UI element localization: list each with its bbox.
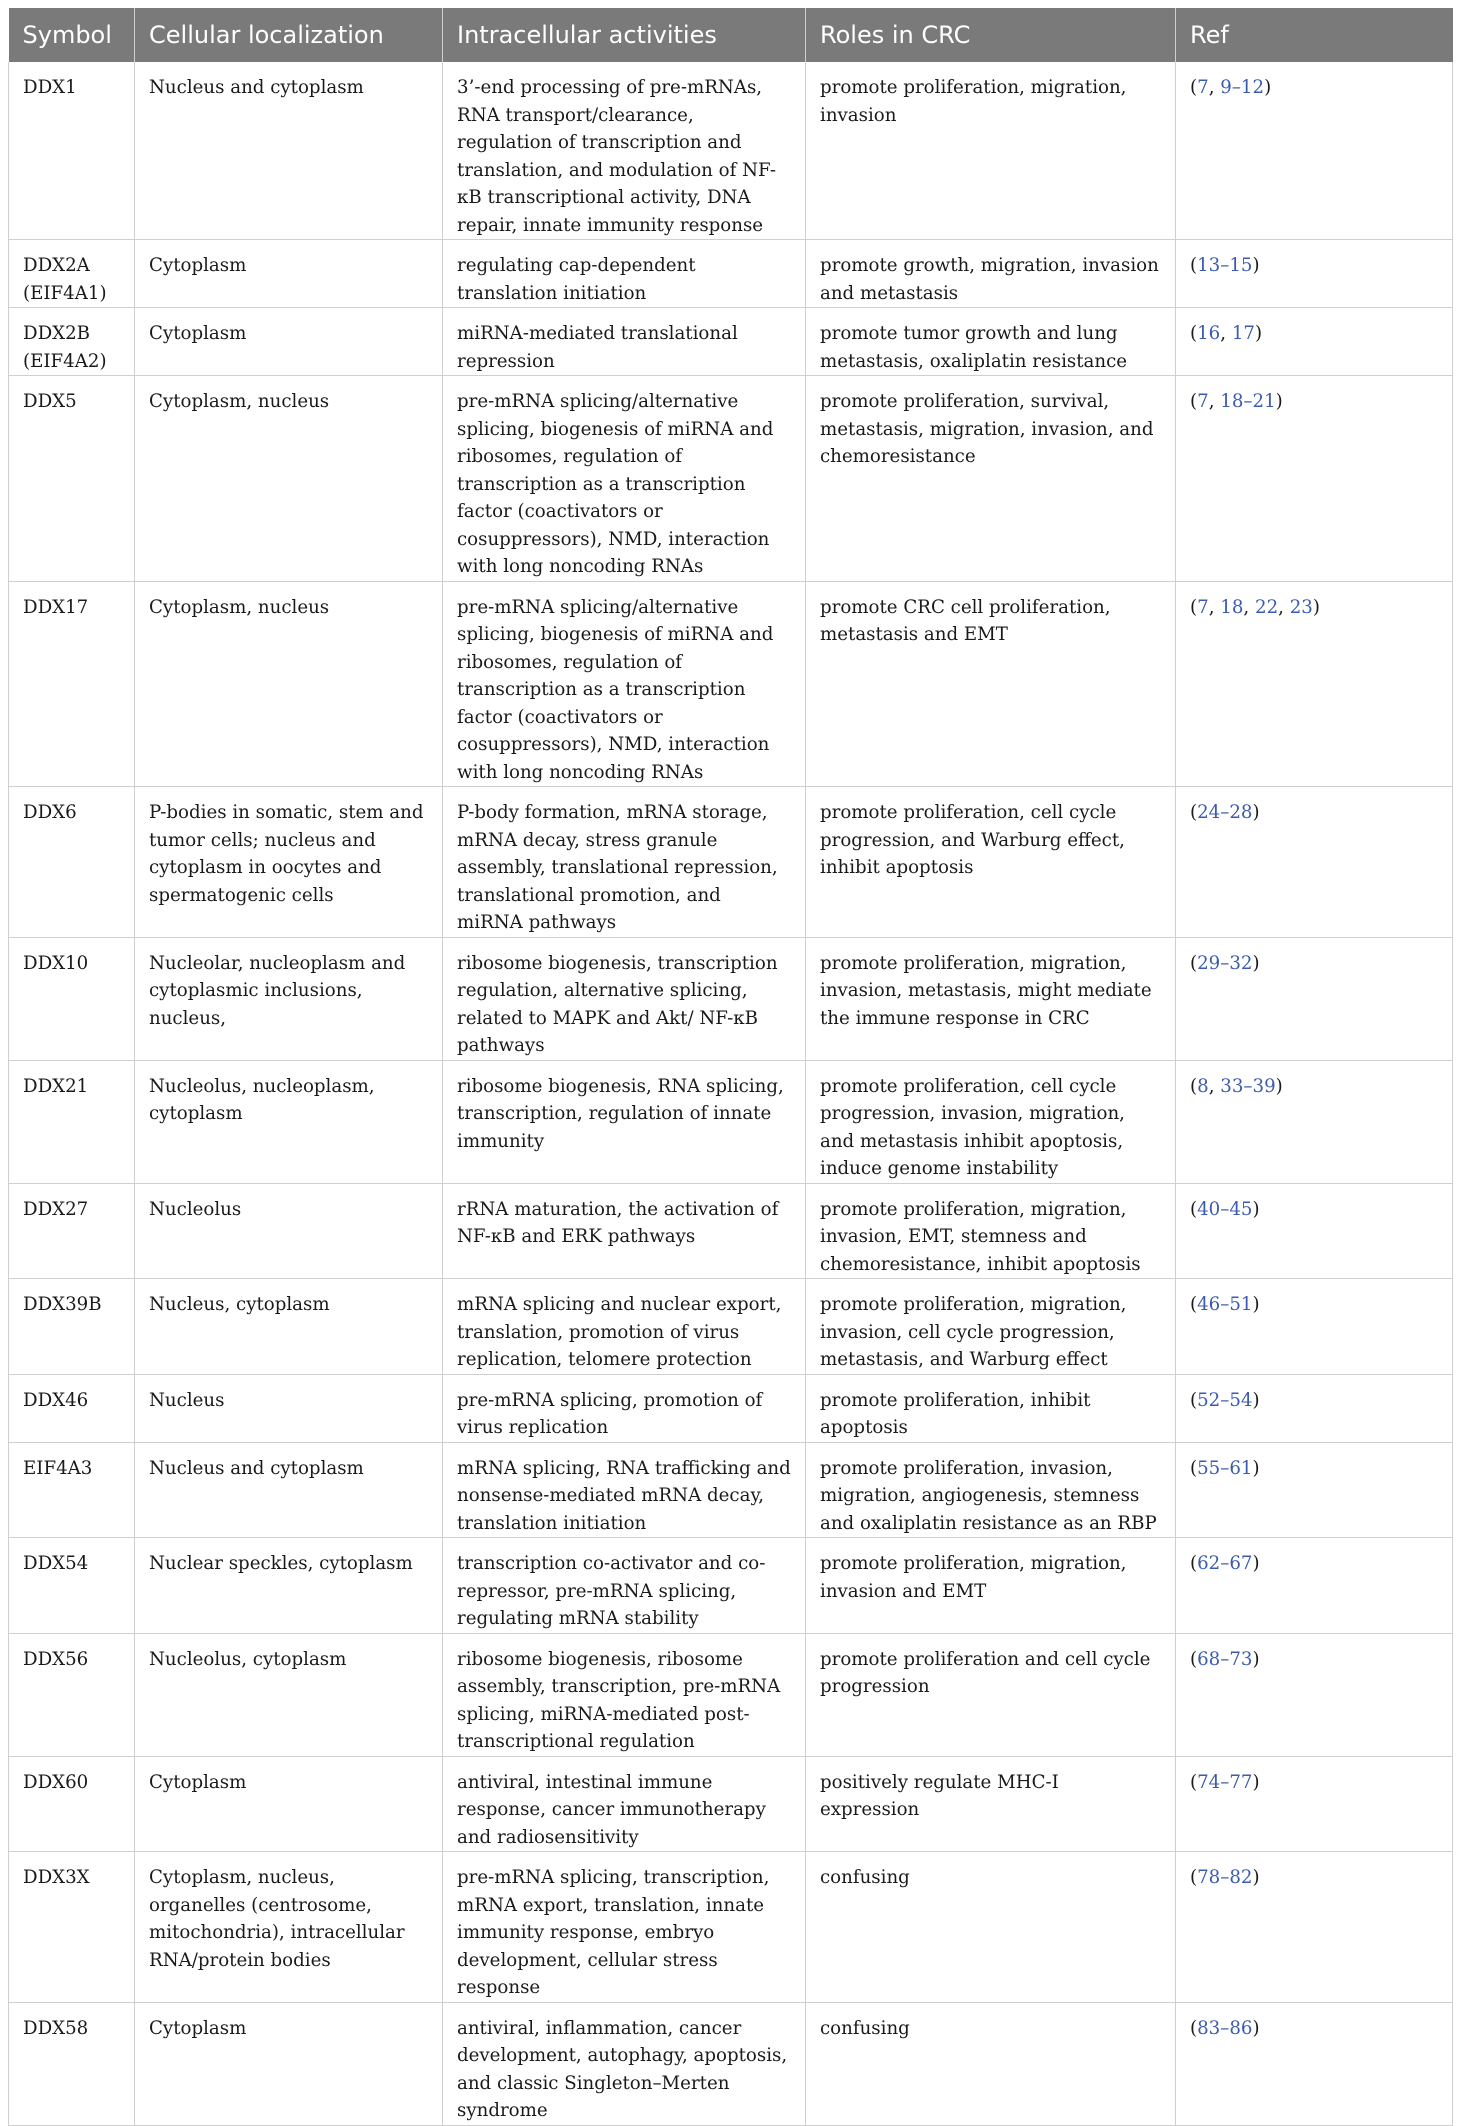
ref-open-paren: ( bbox=[1190, 1867, 1198, 1888]
cell-activities: regulating cap-dependent translation initiation bbox=[443, 240, 806, 308]
cell-localization: Cytoplasm bbox=[135, 240, 443, 308]
cell-roles: confusing bbox=[806, 1852, 1176, 2003]
col-header-activities: Intracellular activities bbox=[443, 8, 806, 62]
table-row bbox=[9, 376, 1453, 582]
ref-link[interactable]: 17 bbox=[1231, 323, 1255, 344]
cell-localization: Nucleus and cytoplasm bbox=[135, 1442, 443, 1538]
ref-open-paren: ( bbox=[1190, 1389, 1198, 1411]
ref-link[interactable]: 62–67 bbox=[1197, 1553, 1253, 1574]
ref-link[interactable]: 78–82 bbox=[1197, 1867, 1253, 1888]
cell-ref bbox=[1176, 376, 1453, 582]
ref-open-paren: ( bbox=[1190, 1648, 1198, 1670]
ddx-table bbox=[8, 8, 1453, 2126]
ref-separator: , bbox=[1208, 391, 1221, 412]
ref-close-paren: ) bbox=[1252, 1553, 1260, 1574]
table-row bbox=[9, 787, 1453, 938]
ref-open-paren: ( bbox=[1190, 1457, 1198, 1479]
ref-close-paren: ) bbox=[1312, 596, 1320, 618]
cell-symbol: DDX60 bbox=[9, 1756, 135, 1852]
ref-open-paren: ( bbox=[1190, 1294, 1198, 1315]
ref-separator: , bbox=[1208, 596, 1221, 618]
cell-symbol: DDX39B bbox=[9, 1279, 135, 1375]
cell-ref bbox=[1176, 1538, 1453, 1634]
ref-link[interactable]: 29–32 bbox=[1197, 952, 1253, 974]
ref-link[interactable]: 7 bbox=[1197, 596, 1209, 618]
ref-close-paren: ) bbox=[1252, 1198, 1260, 1220]
ref-close-paren: ) bbox=[1275, 391, 1283, 412]
ref-close-paren: ) bbox=[1255, 323, 1263, 344]
ref-close-paren: ) bbox=[1252, 1457, 1260, 1479]
cell-localization: Nucleolus, cytoplasm bbox=[135, 1633, 443, 1756]
cell-activities: mRNA splicing and nuclear export, translation, promotion of virus replication, telomere protection bbox=[443, 1279, 806, 1375]
cell-roles: promote tumor growth and lung metastasis, oxaliplatin resistance bbox=[806, 308, 1176, 376]
cell-ref bbox=[1176, 1756, 1453, 1852]
cell-activities: antiviral, inflammation, cancer development, autophagy, apoptosis, and classic Singleton–Merten syndrome bbox=[443, 2002, 806, 2125]
cell-activities: pre-mRNA splicing/alternative splicing, biogenesis of miRNA and ribosomes, regulation of transcription as a transcription factor (coactivators or cosuppressors), NMD, interaction with long noncoding RNAs bbox=[443, 376, 806, 582]
cell-ref bbox=[1176, 937, 1453, 1060]
cell-localization: Cytoplasm bbox=[135, 2002, 443, 2125]
ref-separator: , bbox=[1208, 1075, 1221, 1097]
ref-close-paren: ) bbox=[1252, 1648, 1260, 1670]
ref-link[interactable]: 55–61 bbox=[1197, 1457, 1253, 1479]
cell-localization: Nucleus bbox=[135, 1374, 443, 1442]
cell-activities: transcription co-activator and co-repressor, pre-mRNA splicing, regulating mRNA stability bbox=[443, 1538, 806, 1634]
ref-close-paren: ) bbox=[1252, 1771, 1260, 1793]
cell-activities: mRNA splicing, RNA trafficking and nonsense-mediated mRNA decay, translation initiation bbox=[443, 1442, 806, 1538]
cell-ref bbox=[1176, 2002, 1453, 2125]
ref-link[interactable]: 74–77 bbox=[1197, 1771, 1253, 1793]
ref-separator: , bbox=[1208, 77, 1221, 98]
cell-activities: ribosome biogenesis, transcription regulation, alternative splicing, related to MAPK and Akt/ NF-κB pathways bbox=[443, 937, 806, 1060]
cell-activities: 3’-end processing of pre-mRNAs, RNA transport/clearance, regulation of transcription and translation, and modulation of NF-κB transcriptional activity, DNA repair, innate immunity response bbox=[443, 62, 806, 240]
table-row bbox=[9, 1633, 1453, 1756]
cell-ref bbox=[1176, 1060, 1453, 1183]
table-row bbox=[9, 1442, 1453, 1538]
cell-ref bbox=[1176, 1183, 1453, 1279]
ref-separator: , bbox=[1243, 596, 1255, 618]
ref-link[interactable]: 7 bbox=[1197, 391, 1209, 412]
cell-roles: promote proliferation and cell cycle progression bbox=[806, 1633, 1176, 1756]
ref-link[interactable]: 68–73 bbox=[1197, 1648, 1253, 1670]
ref-link[interactable]: 18–21 bbox=[1220, 391, 1276, 412]
cell-activities: P-body formation, mRNA storage, mRNA decay, stress granule assembly, translational repression, translational promotion, and miRNA pathways bbox=[443, 787, 806, 938]
table-row bbox=[9, 1279, 1453, 1375]
ref-open-paren: ( bbox=[1190, 255, 1198, 276]
cell-ref bbox=[1176, 240, 1453, 308]
cell-roles: promote growth, migration, invasion and metastasis bbox=[806, 240, 1176, 308]
ref-link[interactable]: 83–86 bbox=[1197, 2017, 1253, 2039]
cell-ref bbox=[1176, 787, 1453, 938]
table-row bbox=[9, 240, 1453, 308]
cell-activities: pre-mRNA splicing, promotion of virus replication bbox=[443, 1374, 806, 1442]
cell-activities: ribosome biogenesis, ribosome assembly, transcription, pre-mRNA splicing, miRNA-mediated post-transcriptional regulation bbox=[443, 1633, 806, 1756]
col-header-roles: Roles in CRC bbox=[806, 8, 1176, 62]
table-row bbox=[9, 1852, 1453, 2003]
ref-open-paren: ( bbox=[1190, 1198, 1198, 1220]
cell-localization: Cytoplasm bbox=[135, 308, 443, 376]
cell-activities: ribosome biogenesis, RNA splicing, transcription, regulation of innate immunity bbox=[443, 1060, 806, 1183]
ref-close-paren: ) bbox=[1275, 1075, 1283, 1097]
ref-open-paren: ( bbox=[1190, 1771, 1198, 1793]
ref-link[interactable]: 13–15 bbox=[1197, 255, 1253, 276]
cell-symbol: DDX3X bbox=[9, 1852, 135, 2003]
ref-separator: , bbox=[1220, 323, 1232, 344]
ref-close-paren: ) bbox=[1264, 77, 1272, 98]
col-header-symbol: Symbol bbox=[9, 8, 135, 62]
ref-close-paren: ) bbox=[1252, 1867, 1260, 1888]
cell-activities: pre-mRNA splicing/alternative splicing, biogenesis of miRNA and ribosomes, regulation of transcription as a transcription factor (coactivators or cosuppressors), NMD, interaction with long noncoding RNAs bbox=[443, 581, 806, 787]
table-row bbox=[9, 1756, 1453, 1852]
cell-ref bbox=[1176, 1852, 1453, 2003]
ref-open-paren: ( bbox=[1190, 596, 1198, 618]
table-row bbox=[9, 1374, 1453, 1442]
ref-close-paren: ) bbox=[1252, 255, 1260, 276]
cell-activities: rRNA maturation, the activation of NF-κB and ERK pathways bbox=[443, 1183, 806, 1279]
cell-localization: Cytoplasm, nucleus bbox=[135, 376, 443, 582]
cell-localization: Nucleolus bbox=[135, 1183, 443, 1279]
cell-roles: promote proliferation, migration, invasion, EMT, stemness and chemoresistance, inhibit apoptosis bbox=[806, 1183, 1176, 1279]
ref-link[interactable]: 40–45 bbox=[1197, 1198, 1253, 1220]
cell-localization: Nucleolar, nucleoplasm and cytoplasmic inclusions, nucleus, bbox=[135, 937, 443, 1060]
cell-localization: Nucleus, cytoplasm bbox=[135, 1279, 443, 1375]
cell-roles: promote proliferation, cell cycle progression, invasion, migration, and metastasis inhibit apoptosis, induce genome instability bbox=[806, 1060, 1176, 1183]
ref-link[interactable]: 7 bbox=[1197, 77, 1209, 98]
cell-symbol: DDX58 bbox=[9, 2002, 135, 2125]
ref-link[interactable]: 23 bbox=[1289, 596, 1313, 618]
table-row bbox=[9, 581, 1453, 787]
cell-ref bbox=[1176, 1633, 1453, 1756]
cell-symbol: DDX2A (EIF4A1) bbox=[9, 240, 135, 308]
ref-link[interactable]: 18 bbox=[1220, 596, 1244, 618]
cell-ref bbox=[1176, 308, 1453, 376]
cell-roles: promote proliferation, migration, invasion, cell cycle progression, metastasis, and Warburg effect bbox=[806, 1279, 1176, 1375]
cell-ref bbox=[1176, 1442, 1453, 1538]
cell-symbol: DDX54 bbox=[9, 1538, 135, 1634]
table-row bbox=[9, 2002, 1453, 2125]
cell-roles: promote proliferation, migration, invasion, metastasis, might mediate the immune response in CRC bbox=[806, 937, 1176, 1060]
cell-symbol: DDX2B (EIF4A2) bbox=[9, 308, 135, 376]
table-row bbox=[9, 937, 1453, 1060]
table-row bbox=[9, 62, 1453, 240]
cell-localization: Nucleus and cytoplasm bbox=[135, 62, 443, 240]
table-row bbox=[9, 1538, 1453, 1634]
cell-roles: promote proliferation, cell cycle progression, and Warburg effect, inhibit apoptosis bbox=[806, 787, 1176, 938]
cell-symbol: DDX17 bbox=[9, 581, 135, 787]
cell-roles: promote proliferation, invasion, migration, angiogenesis, stemness and oxaliplatin resistance as an RBP bbox=[806, 1442, 1176, 1538]
ref-link[interactable]: 52–54 bbox=[1197, 1389, 1253, 1411]
cell-symbol: EIF4A3 bbox=[9, 1442, 135, 1538]
cell-activities: pre-mRNA splicing, transcription, mRNA export, translation, innate immunity response, embryo development, cellular stress response bbox=[443, 1852, 806, 2003]
ref-close-paren: ) bbox=[1252, 1294, 1260, 1315]
cell-symbol: DDX10 bbox=[9, 937, 135, 1060]
ref-close-paren: ) bbox=[1252, 952, 1260, 974]
ref-open-paren: ( bbox=[1190, 2017, 1198, 2039]
ref-open-paren: ( bbox=[1190, 323, 1198, 344]
cell-symbol: DDX6 bbox=[9, 787, 135, 938]
cell-roles: promote proliferation, inhibit apoptosis bbox=[806, 1374, 1176, 1442]
cell-roles: promote proliferation, migration, invasion bbox=[806, 62, 1176, 240]
cell-roles: promote CRC cell proliferation, metastasis and EMT bbox=[806, 581, 1176, 787]
ref-separator: , bbox=[1278, 596, 1290, 618]
header-row bbox=[9, 8, 1453, 62]
cell-ref bbox=[1176, 1374, 1453, 1442]
ref-open-paren: ( bbox=[1190, 77, 1198, 98]
ref-open-paren: ( bbox=[1190, 391, 1198, 412]
cell-symbol: DDX56 bbox=[9, 1633, 135, 1756]
cell-roles: confusing bbox=[806, 2002, 1176, 2125]
cell-activities: miRNA-mediated translational repression bbox=[443, 308, 806, 376]
ref-link[interactable]: 33–39 bbox=[1220, 1075, 1276, 1097]
ref-link[interactable]: 24–28 bbox=[1197, 802, 1253, 823]
ref-link[interactable]: 9–12 bbox=[1220, 77, 1265, 98]
ref-close-paren: ) bbox=[1252, 802, 1260, 823]
ref-link[interactable]: 8 bbox=[1197, 1075, 1209, 1097]
cell-ref bbox=[1176, 62, 1453, 240]
cell-roles: promote proliferation, migration, invasion and EMT bbox=[806, 1538, 1176, 1634]
table-container bbox=[8, 8, 1452, 2126]
table-row bbox=[9, 308, 1453, 376]
col-header-ref: Ref bbox=[1176, 8, 1453, 62]
cell-localization: P-bodies in somatic, stem and tumor cells; nucleus and cytoplasm in oocytes and spermatogenic cells bbox=[135, 787, 443, 938]
ref-open-paren: ( bbox=[1190, 802, 1198, 823]
cell-ref bbox=[1176, 1279, 1453, 1375]
cell-symbol: DDX1 bbox=[9, 62, 135, 240]
col-header-localization: Cellular localization bbox=[135, 8, 443, 62]
cell-localization: Nuclear speckles, cytoplasm bbox=[135, 1538, 443, 1634]
cell-localization: Cytoplasm bbox=[135, 1756, 443, 1852]
cell-symbol: DDX46 bbox=[9, 1374, 135, 1442]
table-row bbox=[9, 1060, 1453, 1183]
ref-open-paren: ( bbox=[1190, 1075, 1198, 1097]
ref-link[interactable]: 22 bbox=[1255, 596, 1279, 618]
cell-roles: positively regulate MHC-I expression bbox=[806, 1756, 1176, 1852]
ref-close-paren: ) bbox=[1252, 1389, 1260, 1411]
ref-open-paren: ( bbox=[1190, 952, 1198, 974]
cell-roles: promote proliferation, survival, metastasis, migration, invasion, and chemoresistance bbox=[806, 376, 1176, 582]
cell-localization: Cytoplasm, nucleus bbox=[135, 581, 443, 787]
cell-localization: Nucleolus, nucleoplasm, cytoplasm bbox=[135, 1060, 443, 1183]
table-row bbox=[9, 1183, 1453, 1279]
cell-ref bbox=[1176, 581, 1453, 787]
cell-symbol: DDX5 bbox=[9, 376, 135, 582]
cell-activities: antiviral, intestinal immune response, cancer immunotherapy and radiosensitivity bbox=[443, 1756, 806, 1852]
ref-close-paren: ) bbox=[1252, 2017, 1260, 2039]
cell-symbol: DDX27 bbox=[9, 1183, 135, 1279]
ref-link[interactable]: 46–51 bbox=[1197, 1294, 1253, 1315]
cell-symbol: DDX21 bbox=[9, 1060, 135, 1183]
cell-localization: Cytoplasm, nucleus, organelles (centrosome, mitochondria), intracellular RNA/protein bodies bbox=[135, 1852, 443, 2003]
ref-open-paren: ( bbox=[1190, 1553, 1198, 1574]
ref-link[interactable]: 16 bbox=[1197, 323, 1221, 344]
